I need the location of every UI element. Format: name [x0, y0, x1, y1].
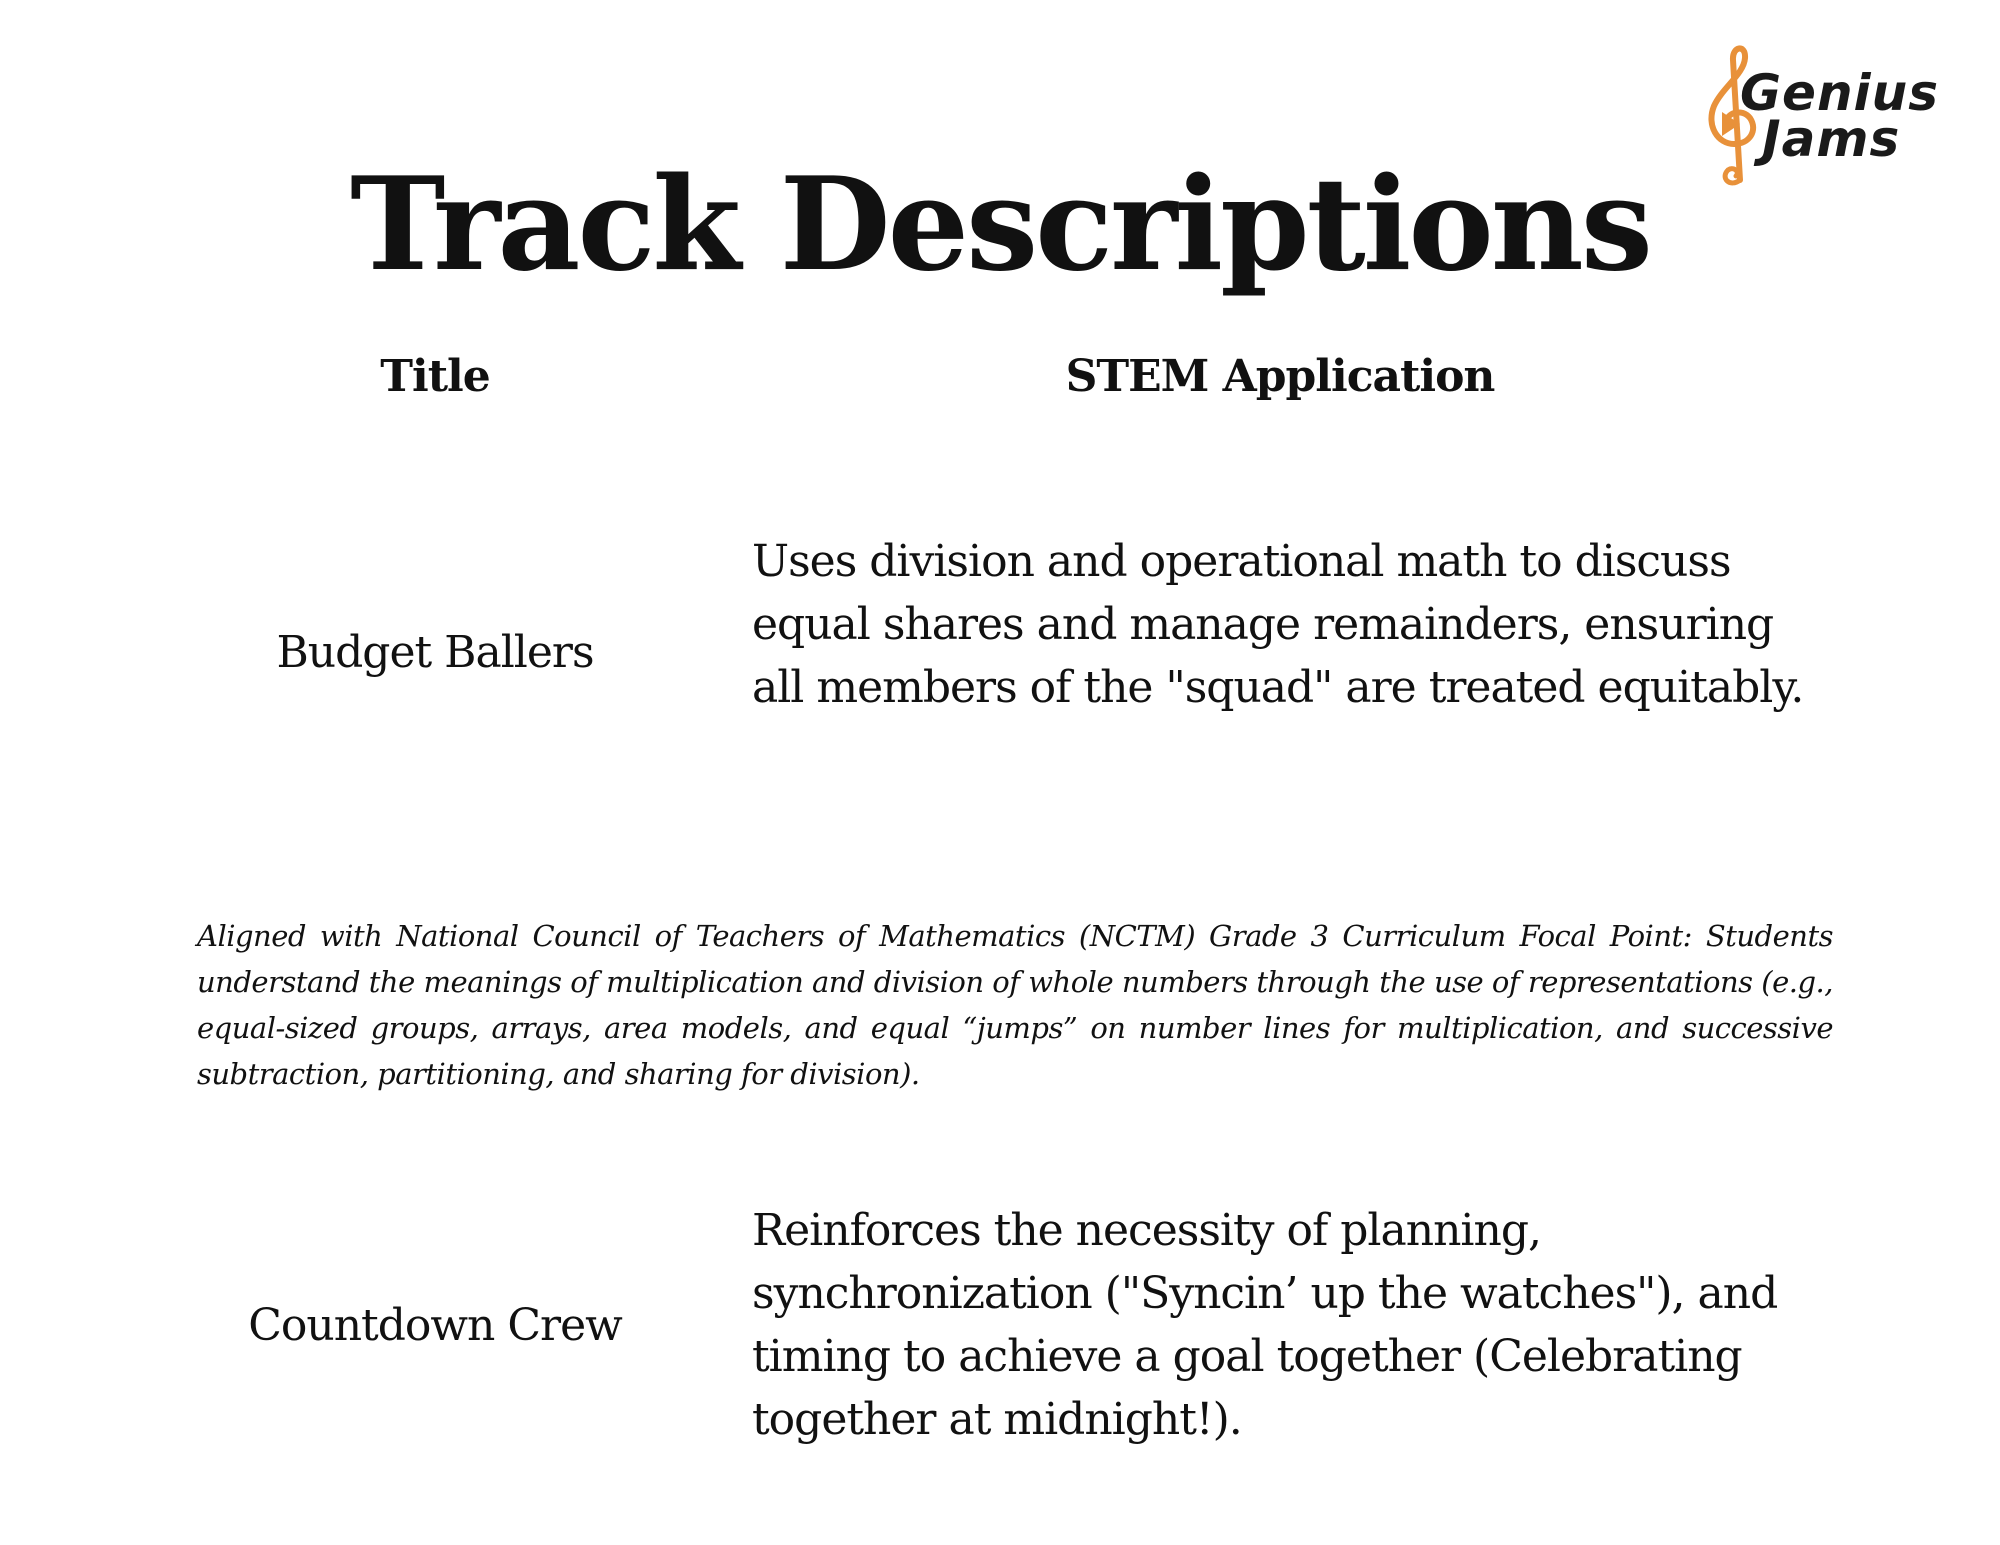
column-header-title: Title: [380, 351, 490, 402]
track-description-budget-ballers: Uses division and operational math to discuss equal shares and manage remainders, ensuring all members of the "squad" are treated equitably.: [752, 536, 1804, 713]
track-description-countdown-crew: Reinforces the necessity of planning, synchronization ("Syncin’ up the watches"), and timing to achieve a goal together (Celebrating together at midnight!).: [752, 1205, 1778, 1445]
track-title-countdown-crew: Countdown Crew: [248, 1300, 622, 1351]
nctm-alignment-note: Aligned with National Council of Teachers of Mathematics (NCTM) Grade 3 Curriculum Focal Point: Students understand the meanings of multiplication and division of whole numbers through the use of representations (e.g., equal-sized groups, arrays, area models, and equal “jumps” on number lines for multiplication, and successive subtraction, partitioning, and sharing for division).: [197, 919, 1833, 1091]
page-title: Track Descriptions: [350, 150, 1650, 300]
column-header-stem-application: STEM Application: [1065, 351, 1495, 402]
track-title-budget-ballers: Budget Ballers: [276, 627, 594, 678]
logo-wordmark-line2: Jams: [1762, 110, 1901, 168]
logo-wordmark-line1: Genius: [1740, 64, 1940, 122]
